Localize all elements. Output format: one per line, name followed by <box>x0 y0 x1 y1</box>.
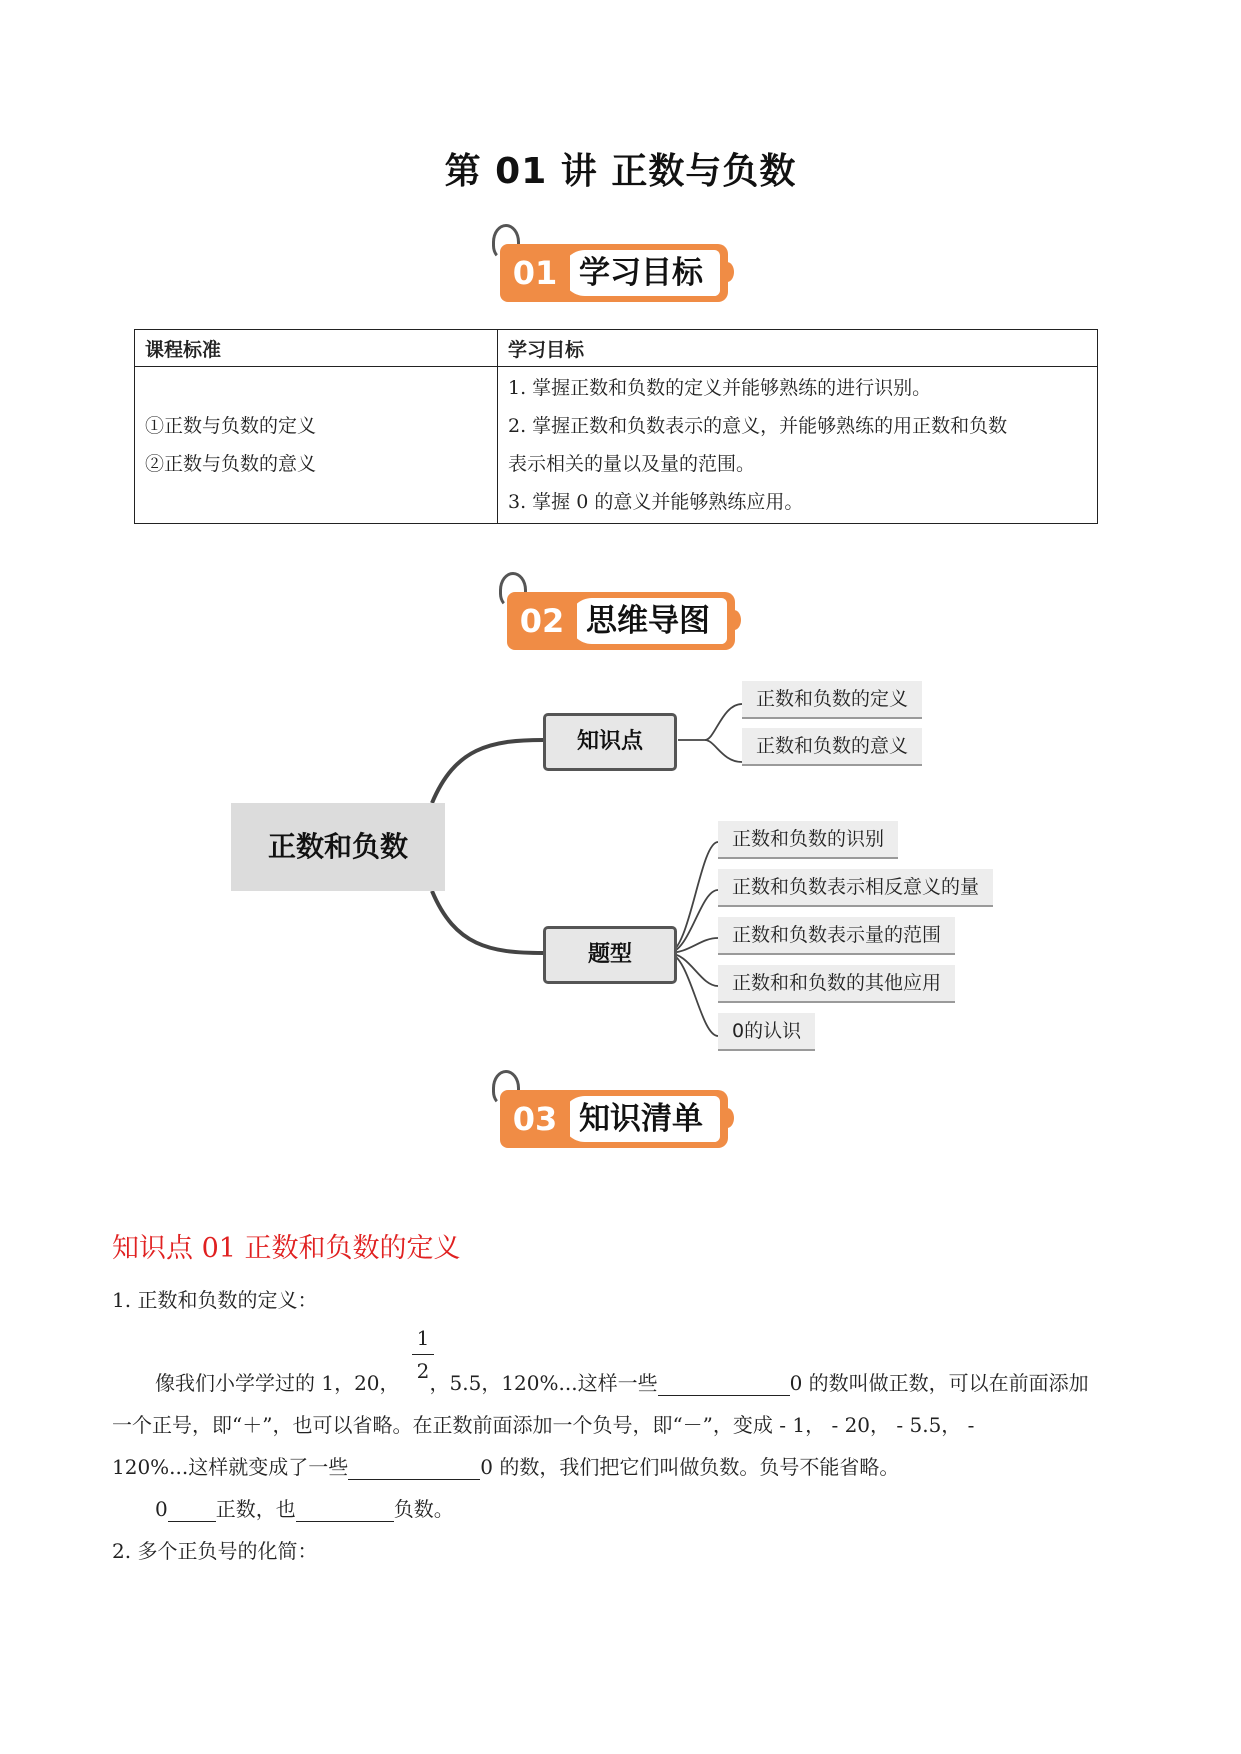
text-segment: 120%...这样就变成了一些 <box>112 1455 349 1479</box>
paragraph-line <box>155 1493 454 1522</box>
table-header-goals: 学习目标 <box>498 330 1098 367</box>
text-segment: 正数，也 <box>215 1497 296 1521</box>
mindmap-leaf: 0的认识 <box>718 1013 815 1051</box>
section-label: 思维导图 <box>569 598 727 644</box>
standard-item: ①正数与负数的定义 <box>145 415 317 437</box>
text-segment: 0 的数叫做正数，可以在前面添加 <box>789 1371 1089 1395</box>
paragraph-line: 一个正号，即“＋”，也可以省略。在正数前面添加一个负号，即“－”，变成 - 1， - 20， - 5.5， - <box>112 1413 975 1437</box>
text-segment: 负数。 <box>393 1497 454 1521</box>
mindmap-leaf: 正数和负数表示量的范围 <box>718 917 955 955</box>
mindmap-branch-question-types: 题型 <box>543 926 677 984</box>
paragraph-line <box>112 1451 899 1480</box>
paragraph-line <box>155 1367 1089 1396</box>
section-label: 知识清单 <box>562 1096 720 1142</box>
mindmap-leaf: 正数和负数的意义 <box>742 728 922 766</box>
text-segment: 0 <box>155 1497 168 1521</box>
text-segment: 0 的数，我们把它们叫做负数。负号不能省略。 <box>480 1455 900 1479</box>
standard-item: ②正数与负数的意义 <box>145 453 317 475</box>
fraction-numerator: 1 <box>412 1322 434 1355</box>
page-title: 第 01 讲 正数与负数 <box>444 151 797 192</box>
text-segment: ，5.5，120%...这样一些 <box>429 1371 658 1395</box>
mindmap-leaf: 正数和和负数的其他应用 <box>718 965 955 1003</box>
mindmap-branch-knowledge: 知识点 <box>543 713 677 771</box>
knowledge-item-1: 1. 正数和负数的定义： <box>112 1288 318 1312</box>
goal-item: 3. 掌握 0 的意义并能够熟练应用。 <box>508 491 804 513</box>
table-header-standard: 课程标准 <box>135 330 498 367</box>
knowledge-item-2: 2. 多个正负号的化简： <box>112 1539 318 1563</box>
mindmap-leaf: 正数和负数表示相反意义的量 <box>718 869 993 907</box>
section-number: 02 <box>507 592 577 650</box>
fill-blank[interactable] <box>168 1499 216 1522</box>
fill-blank[interactable] <box>658 1373 790 1396</box>
mindmap-leaf: 正数和负数的定义 <box>742 681 922 719</box>
fill-blank[interactable] <box>348 1457 480 1480</box>
text-segment: 像我们小学学过的 1，20， <box>155 1371 400 1395</box>
fraction-denominator: 2 <box>416 1359 430 1383</box>
mindmap-root: 正数和负数 <box>231 803 445 891</box>
section-number: 03 <box>500 1090 570 1148</box>
section-badge-knowledge-list <box>492 1070 752 1154</box>
fill-blank[interactable] <box>296 1499 394 1522</box>
section-number: 01 <box>500 244 570 302</box>
goal-item: 表示相关的量以及量的范围。 <box>508 453 756 475</box>
section-label: 学习目标 <box>562 250 720 296</box>
goal-item: 2. 掌握正数和负数表示的意义，并能够熟练的用正数和负数 <box>508 415 1008 437</box>
knowledge-point-title: 知识点 01 正数和负数的定义 <box>112 1233 461 1264</box>
goal-item: 1. 掌握正数和负数的定义并能够熟练的进行识别。 <box>508 377 932 399</box>
mindmap-leaf: 正数和负数的识别 <box>718 821 898 859</box>
